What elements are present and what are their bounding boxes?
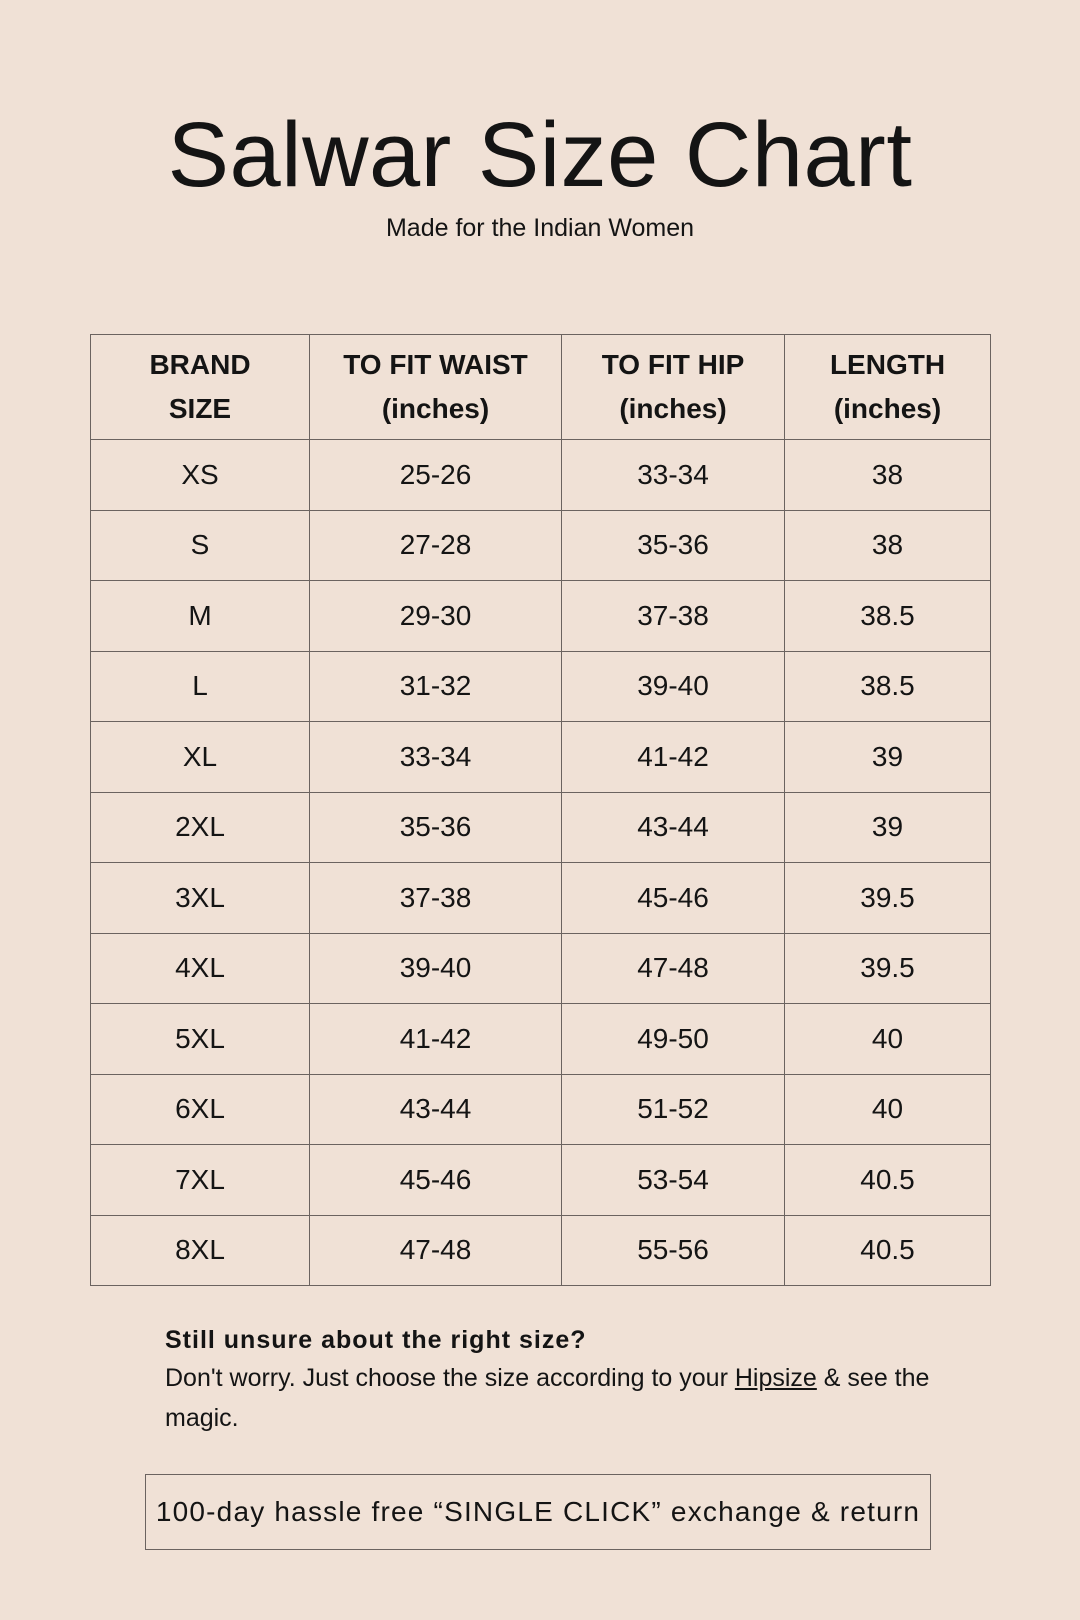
header-brand-size [91,335,310,440]
cell-brand-size: 2XL [91,792,310,863]
cell-hip: 47-48 [562,933,785,1004]
cell-hip: 39-40 [562,651,785,722]
table-row [91,440,991,511]
cell-length: 40.5 [785,1215,991,1286]
cell-waist: 43-44 [310,1074,562,1145]
cell-waist: 37-38 [310,863,562,934]
cell-length: 39 [785,792,991,863]
cell-hip: 51-52 [562,1074,785,1145]
cell-length: 38 [785,440,991,511]
cell-waist: 47-48 [310,1215,562,1286]
cell-waist: 25-26 [310,440,562,511]
table-row [91,581,991,652]
cell-brand-size: 5XL [91,1004,310,1075]
cell-length: 40 [785,1004,991,1075]
size-help-note [165,1322,965,1438]
size-chart-table [90,334,991,1286]
header-length [785,335,991,440]
table-row [91,1215,991,1286]
header-waist [310,335,562,440]
table-row [91,722,991,793]
cell-brand-size: 8XL [91,1215,310,1286]
cell-hip: 55-56 [562,1215,785,1286]
cell-length: 38.5 [785,581,991,652]
note-body [165,1358,965,1438]
header-unit: (inches) [833,393,942,424]
cell-waist: 31-32 [310,651,562,722]
table-row [91,863,991,934]
cell-length: 39.5 [785,863,991,934]
cell-waist: 27-28 [310,510,562,581]
cell-brand-size: 6XL [91,1074,310,1145]
header-label: BRAND [149,349,251,380]
cell-brand-size: XL [91,722,310,793]
cell-length: 38 [785,510,991,581]
cell-waist: 41-42 [310,1004,562,1075]
page-title: Salwar Size Chart [167,104,913,206]
cell-brand-size: 4XL [91,933,310,1004]
cell-hip: 33-34 [562,440,785,511]
cell-hip: 35-36 [562,510,785,581]
exchange-return-text: 100-day hassle free “SINGLE CLICK” exchange & return [155,1496,921,1527]
cell-brand-size: 7XL [91,1145,310,1216]
cell-brand-size: L [91,651,310,722]
cell-hip: 45-46 [562,863,785,934]
cell-waist: 33-34 [310,722,562,793]
cell-hip: 49-50 [562,1004,785,1075]
cell-brand-size: M [91,581,310,652]
table-row [91,510,991,581]
table-row [91,792,991,863]
note-heading: Still unsure about the right size? [165,1326,587,1354]
cell-waist: 29-30 [310,581,562,652]
cell-length: 39 [785,722,991,793]
cell-waist: 39-40 [310,933,562,1004]
note-text-before: Don't worry. Just choose the size according to your [165,1364,735,1392]
cell-waist: 35-36 [310,792,562,863]
cell-hip: 43-44 [562,792,785,863]
header-label: TO FIT HIP [601,349,745,380]
header-label: TO FIT WAIST [343,349,528,380]
table-row [91,651,991,722]
cell-brand-size: 3XL [91,863,310,934]
cell-brand-size: S [91,510,310,581]
table-body [91,440,991,1286]
table-row [91,1145,991,1216]
exchange-return-banner [145,1474,931,1550]
cell-hip: 53-54 [562,1145,785,1216]
header-unit: (inches) [381,393,490,424]
cell-waist: 45-46 [310,1145,562,1216]
table-row [91,1074,991,1145]
table-row [91,1004,991,1075]
note-text-after: & see the magic. [165,1364,930,1432]
cell-length: 39.5 [785,933,991,1004]
cell-hip: 37-38 [562,581,785,652]
page-subtitle: Made for the Indian Women [385,214,695,242]
header-unit: SIZE [168,393,232,424]
table-row [91,933,991,1004]
cell-length: 40 [785,1074,991,1145]
cell-length: 38.5 [785,651,991,722]
header-label: LENGTH [829,349,946,380]
cell-length: 40.5 [785,1145,991,1216]
hipsize-link[interactable]: Hipsize [734,1364,817,1392]
cell-brand-size: XS [91,440,310,511]
cell-hip: 41-42 [562,722,785,793]
table-header-row [91,335,991,440]
header-hip [562,335,785,440]
header-unit: (inches) [619,393,727,424]
